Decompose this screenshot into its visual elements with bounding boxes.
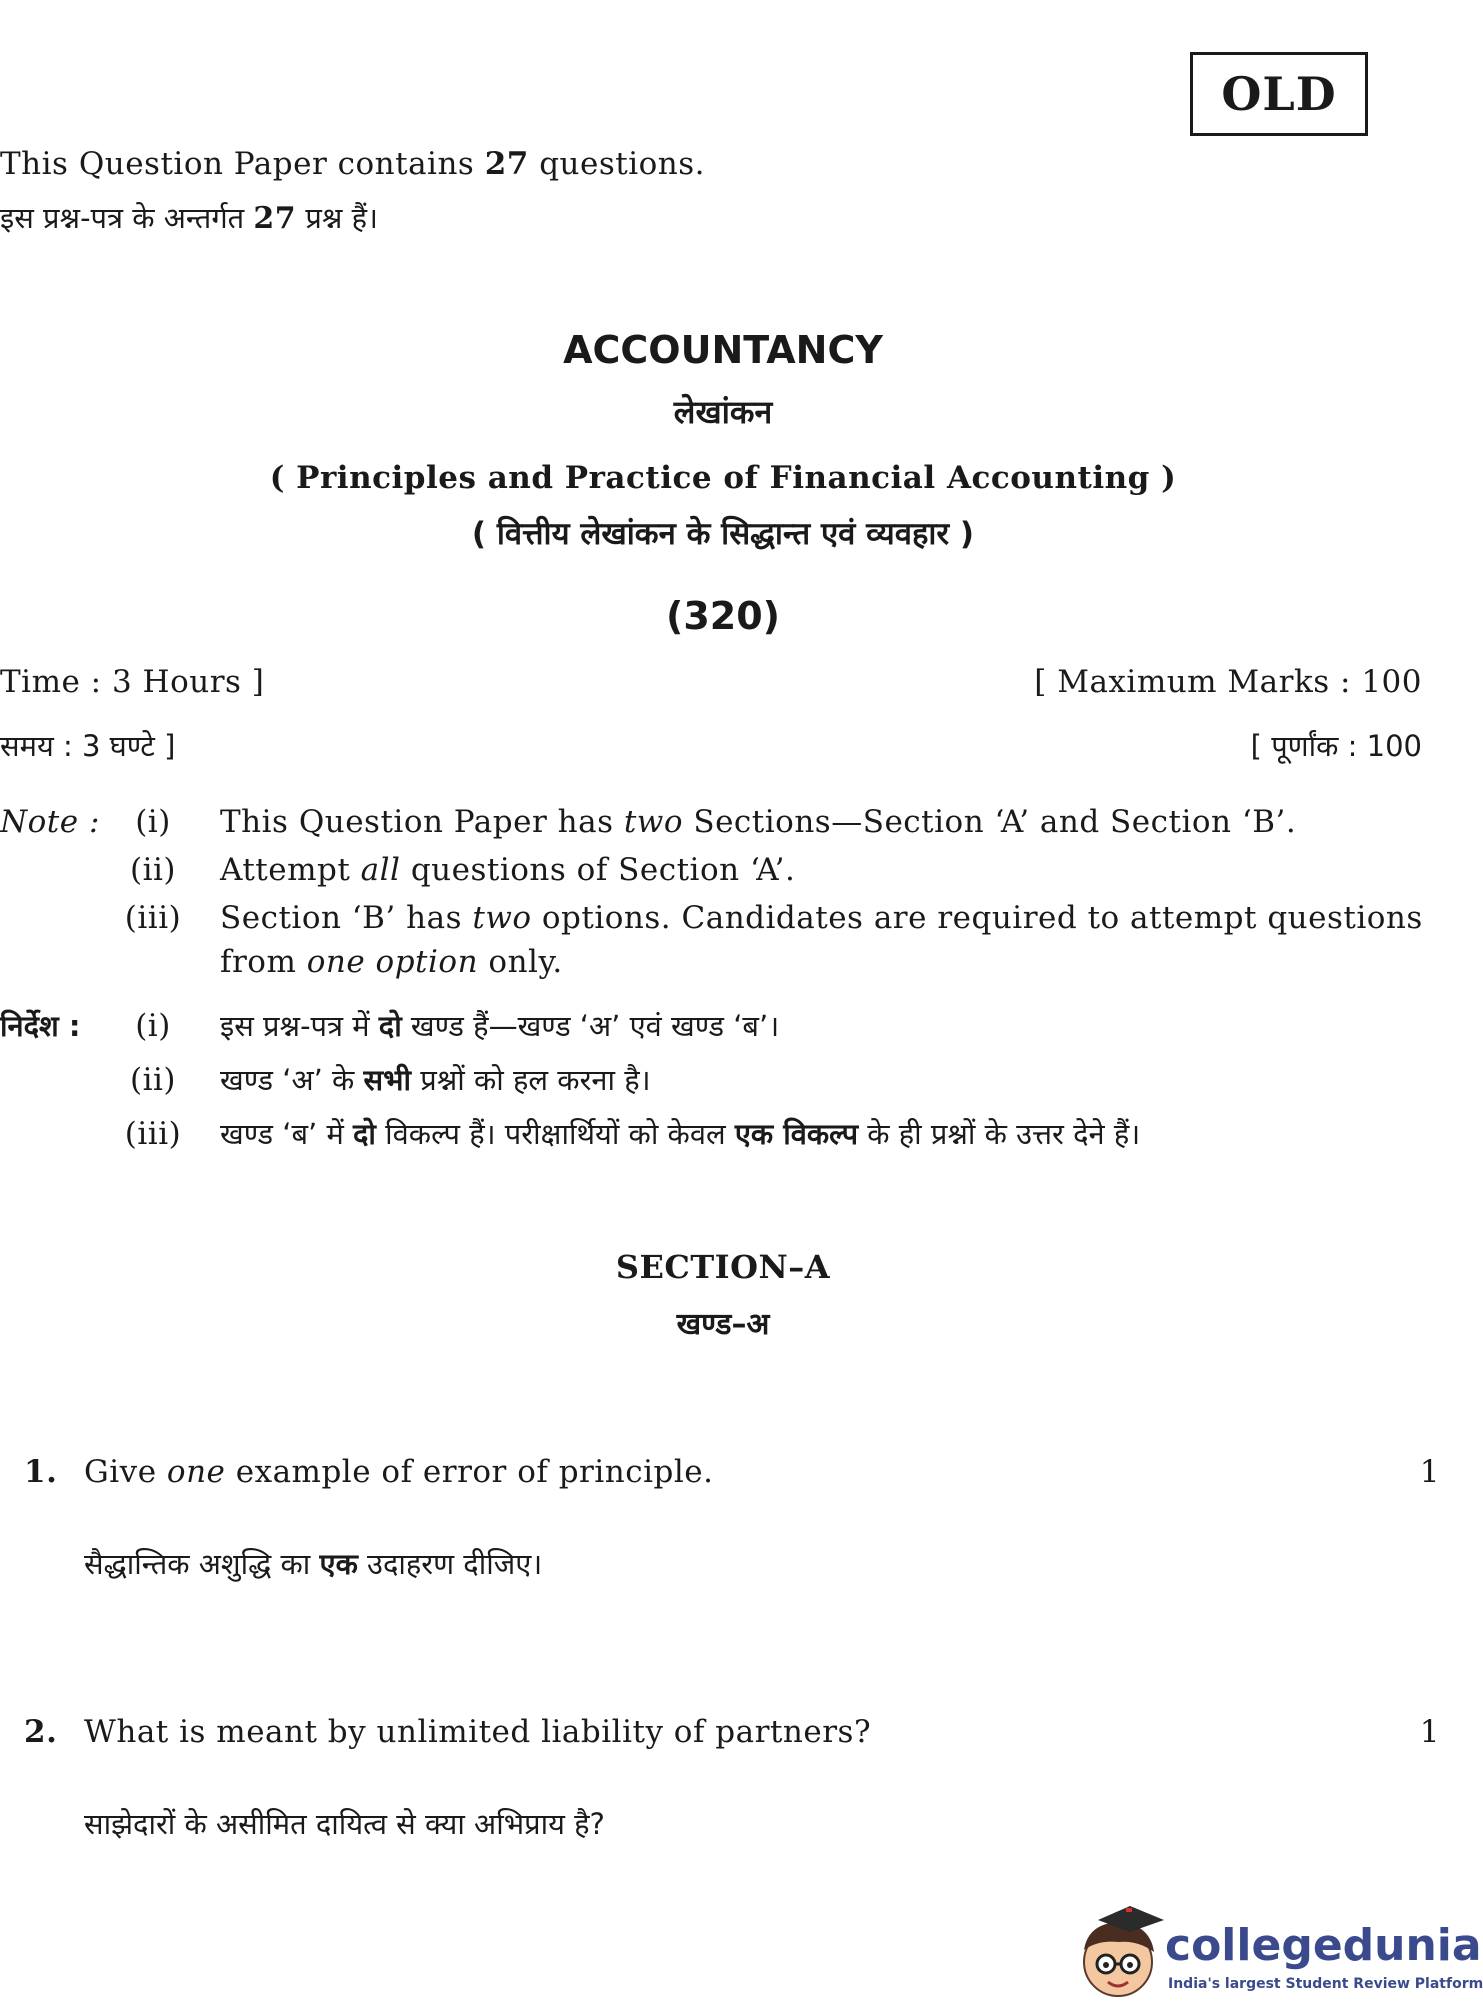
subtitle-hindi: ( वित्तीय लेखांकन के सिद्धान्त एवं व्यवहार ) <box>471 516 975 552</box>
note-num: (iii) <box>124 1116 182 1152</box>
note-text: विकल्प हैं। परीक्षार्थियों को केवल <box>375 1117 735 1151</box>
note-item <box>220 804 1296 840</box>
time-english: Time : 3 Hours ] <box>0 664 265 700</box>
note-label: Note : <box>0 804 100 840</box>
note-text: इस प्रश्न-पत्र में <box>220 1009 379 1043</box>
subtitle-english: ( Principles and Practice of Financial Accounting ) <box>269 460 1177 496</box>
note-label-hindi: निर्देश : <box>0 1009 81 1043</box>
collegedunia-mascot-icon <box>1068 1900 1168 2010</box>
collegedunia-tagline: India's largest Student Review Platform <box>1168 1976 1483 1992</box>
note-text-end: खण्ड हैं—खण्ड ‘अ’ एवं खण्ड ‘ब’। <box>401 1009 780 1043</box>
question-emphasis: एक <box>319 1547 358 1581</box>
note-text: खण्ड ‘अ’ के <box>220 1063 364 1097</box>
note-text: खण्ड ‘ब’ में <box>220 1117 354 1151</box>
note-emphasis: all <box>360 852 401 888</box>
intro-hi-text-end: प्रश्न हैं। <box>296 201 379 235</box>
note-emphasis: एक विकल्प <box>734 1117 859 1151</box>
note-text-end: Sections—Section ‘A’ and Section ‘B’. <box>683 804 1297 840</box>
question-text-part: Give <box>84 1454 167 1490</box>
intro-hindi <box>0 198 378 237</box>
max-marks-hindi: [ पूर्णांक : 100 <box>1250 729 1422 763</box>
note-item-hindi <box>220 1060 651 1099</box>
subject-title: ACCOUNTANCY <box>563 328 883 372</box>
question-marks: 1 <box>1419 1714 1440 1750</box>
note-num: (ii) <box>129 1062 177 1098</box>
collegedunia-logo-text: collegedunia <box>1165 1920 1482 1971</box>
note-num: (iii) <box>124 900 182 936</box>
question-text-hindi <box>84 1544 542 1583</box>
time-hindi: समय : 3 घण्टे ] <box>0 729 176 763</box>
note-item-hindi <box>220 1006 779 1045</box>
note-text: This Question Paper has <box>220 804 624 840</box>
note-text-end: प्रश्नों को हल करना है। <box>411 1063 651 1097</box>
note-item <box>220 852 795 888</box>
note-text: Section ‘B’ has <box>220 900 473 936</box>
note-line <box>220 900 1423 936</box>
note-num: (ii) <box>129 852 177 888</box>
note-item <box>220 900 1442 936</box>
note-text: Attempt <box>220 852 361 888</box>
question-text <box>84 1454 714 1490</box>
question-emphasis: one <box>166 1454 226 1490</box>
max-marks-english: [ Maximum Marks : 100 <box>1034 664 1422 700</box>
note-emphasis: one option <box>306 944 479 980</box>
section-heading-hindi: खण्ड–अ <box>676 1307 770 1342</box>
note-item-hindi <box>220 1114 1140 1153</box>
note-num: (i) <box>135 1008 171 1044</box>
note-text: from <box>220 944 307 980</box>
note-text-end: only. <box>478 944 563 980</box>
question-count-hi: 27 <box>253 201 297 236</box>
question-text-hindi: साझेदारों के असीमित दायित्व से क्या अभिप्राय है? <box>84 1807 605 1841</box>
section-heading: SECTION–A <box>615 1248 831 1286</box>
question-count: 27 <box>484 146 529 182</box>
note-emphasis: सभी <box>363 1063 412 1097</box>
note-emphasis: two <box>472 900 532 936</box>
intro-english <box>0 146 705 182</box>
question-text: What is meant by unlimited liability of partners? <box>84 1714 872 1750</box>
intro-hi-text: इस प्रश्न-पत्र के अन्तर्गत <box>0 201 254 235</box>
question-text-end: उदाहरण दीजिए। <box>357 1547 543 1581</box>
note-num: (i) <box>135 804 171 840</box>
note-text-end: questions of Section ‘A’. <box>400 852 796 888</box>
subject-code: (320) <box>665 594 781 638</box>
note-text-end: के ही प्रश्नों के उत्तर देने हैं। <box>858 1117 1141 1151</box>
question-number: 1. <box>24 1454 58 1490</box>
old-badge: OLD <box>1190 52 1368 136</box>
note-emphasis: two <box>623 804 683 840</box>
note-text-end: options. Candidates are required to attempt questions <box>531 900 1423 936</box>
note-emphasis: दो <box>353 1117 376 1151</box>
subject-title-hindi: लेखांकन <box>673 393 773 431</box>
note-item-continuation <box>220 944 563 980</box>
note-emphasis: दो <box>378 1009 402 1043</box>
question-text-part: सैद्धान्तिक अशुद्धि का <box>84 1547 320 1581</box>
intro-en-text-end: questions. <box>528 146 706 182</box>
question-marks: 1 <box>1419 1454 1440 1490</box>
intro-en-text: This Question Paper contains <box>0 146 485 182</box>
question-number: 2. <box>24 1714 58 1750</box>
question-text-end: example of error of principle. <box>225 1454 714 1490</box>
